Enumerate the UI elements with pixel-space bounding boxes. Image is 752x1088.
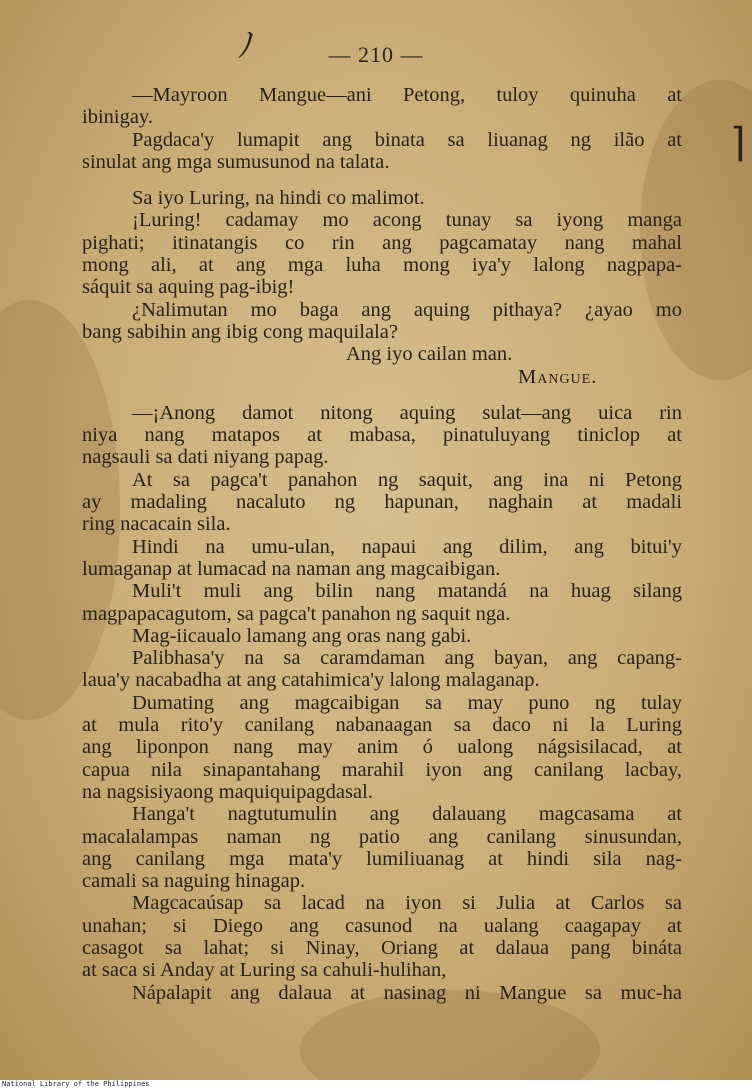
text-line: laua'y nacabadha at ang catahimica'y lalong malaganap.: [82, 669, 540, 692]
body-text: [82, 84, 682, 1004]
text-line: —Mayroon Mangue—ani Petong, tuloy quinuha at: [132, 84, 682, 106]
text-line: ang liponpon nang may anim ó ualong nágsisilacad, at: [82, 736, 682, 759]
text-line: ring nacacain sila.: [82, 513, 231, 536]
text-line: capua nila sinapantahang marahil iyon ang canilang lacbay,: [82, 758, 682, 781]
text-line: bang sabihin ang ibig cong maquilala?: [82, 320, 398, 343]
text-line: ay madaling nacaluto ng hapunan, naghain at madali: [82, 491, 682, 514]
text-line: Mangue.: [518, 365, 598, 388]
text-line: at saca si Anday at Luring sa cahuli-hulihan,: [82, 959, 447, 982]
text-line: pighati; itinatangis co rin ang pagcamatay nang mahal: [82, 231, 682, 254]
text-line: niya nang matapos at mabasa, pinatuluyang tiniclop at: [82, 424, 682, 447]
text-line: Pagdaca'y lumapit ang binata sa liuanag ng ilão at: [132, 128, 682, 151]
text-line: ibinigay.: [82, 106, 153, 129]
text-line: —¡Anong damot nitong aquing sulat—ang uica rin: [132, 401, 682, 424]
text-line: nagsauli sa dati niyang papag.: [82, 446, 329, 469]
text-line: Hanga't nagtutumulin ang dalauang magcasama at: [132, 803, 682, 826]
text-line: casagot sa lahat; si Ninay, Oriang at dalaua pang bináta: [82, 936, 682, 959]
paragraph-gap: [82, 173, 682, 187]
text-line: ¡Luring! cadamay mo acong tunay sa iyong manga: [132, 209, 682, 232]
text-line: Sa iyo Luring, na hindi co malimot.: [132, 187, 425, 210]
text-line: macalalampas naman ng patio ang canilang sinusundan,: [82, 825, 682, 848]
text-line: Ang iyo cailan man.: [346, 343, 513, 366]
ink-bracket-mark: ⌉: [730, 120, 746, 166]
text-line: sinulat ang mga sumusunod na talata.: [82, 150, 390, 173]
text-line: Mag-iicaualo lamang ang oras nang gabi.: [132, 624, 472, 647]
text-line: Muli't muli ang bilin nang matandá na huag silang: [132, 580, 682, 603]
text-line: Dumating ang magcaibigan sa may puno ng tulay: [132, 691, 682, 714]
ink-blot-mark: ﾉ: [238, 26, 255, 66]
text-line: magpapacagutom, sa pagca't panahon ng saquit nga.: [82, 602, 511, 625]
text-line: Palibhasa'y na sa caramdaman ang bayan, ang capang-: [132, 647, 682, 670]
text-line: sáquit sa aquing pag-ibig!: [82, 276, 295, 299]
text-line: ¿Nalimutan mo baga ang aquing pithaya? ¿ayao mo: [132, 298, 682, 321]
text-line: Nápalapit ang dalaua at nasinag ni Mangue sa muc-ha: [132, 981, 682, 1004]
text-line: at mula rito'y canilang nabanaagan sa daco ni la Luring: [82, 714, 682, 737]
text-line: mong ali, at ang mga luha mong iya'y lalong nagpapa-: [82, 254, 682, 277]
page-number: — 210 —: [328, 42, 424, 67]
paragraph-gap: [82, 388, 682, 402]
text-line: At sa pagca't panahon ng saquit, ang ina ni Petong: [132, 468, 682, 491]
text-line: camali sa naguing hinagap.: [82, 870, 306, 893]
text-line: na nagsisiyaong maquiquipagdasal.: [82, 780, 373, 803]
library-credit: National Library of the Philippines: [0, 1080, 752, 1088]
text-line: unahan; si Diego ang casunod na ualang caagapay at: [82, 914, 682, 937]
text-line: Magcacaúsap sa lacad na iyon si Julia at Carlos sa: [132, 892, 682, 915]
text-line: ang canilang mga mata'y lumiliuanag at hindi sila nag-: [82, 847, 682, 870]
text-line: lumaganap at lumacad na naman ang magcaibigan.: [82, 557, 501, 580]
text-line: Hindi na umu-ulan, napaui ang dilim, ang bitui'y: [132, 535, 682, 558]
